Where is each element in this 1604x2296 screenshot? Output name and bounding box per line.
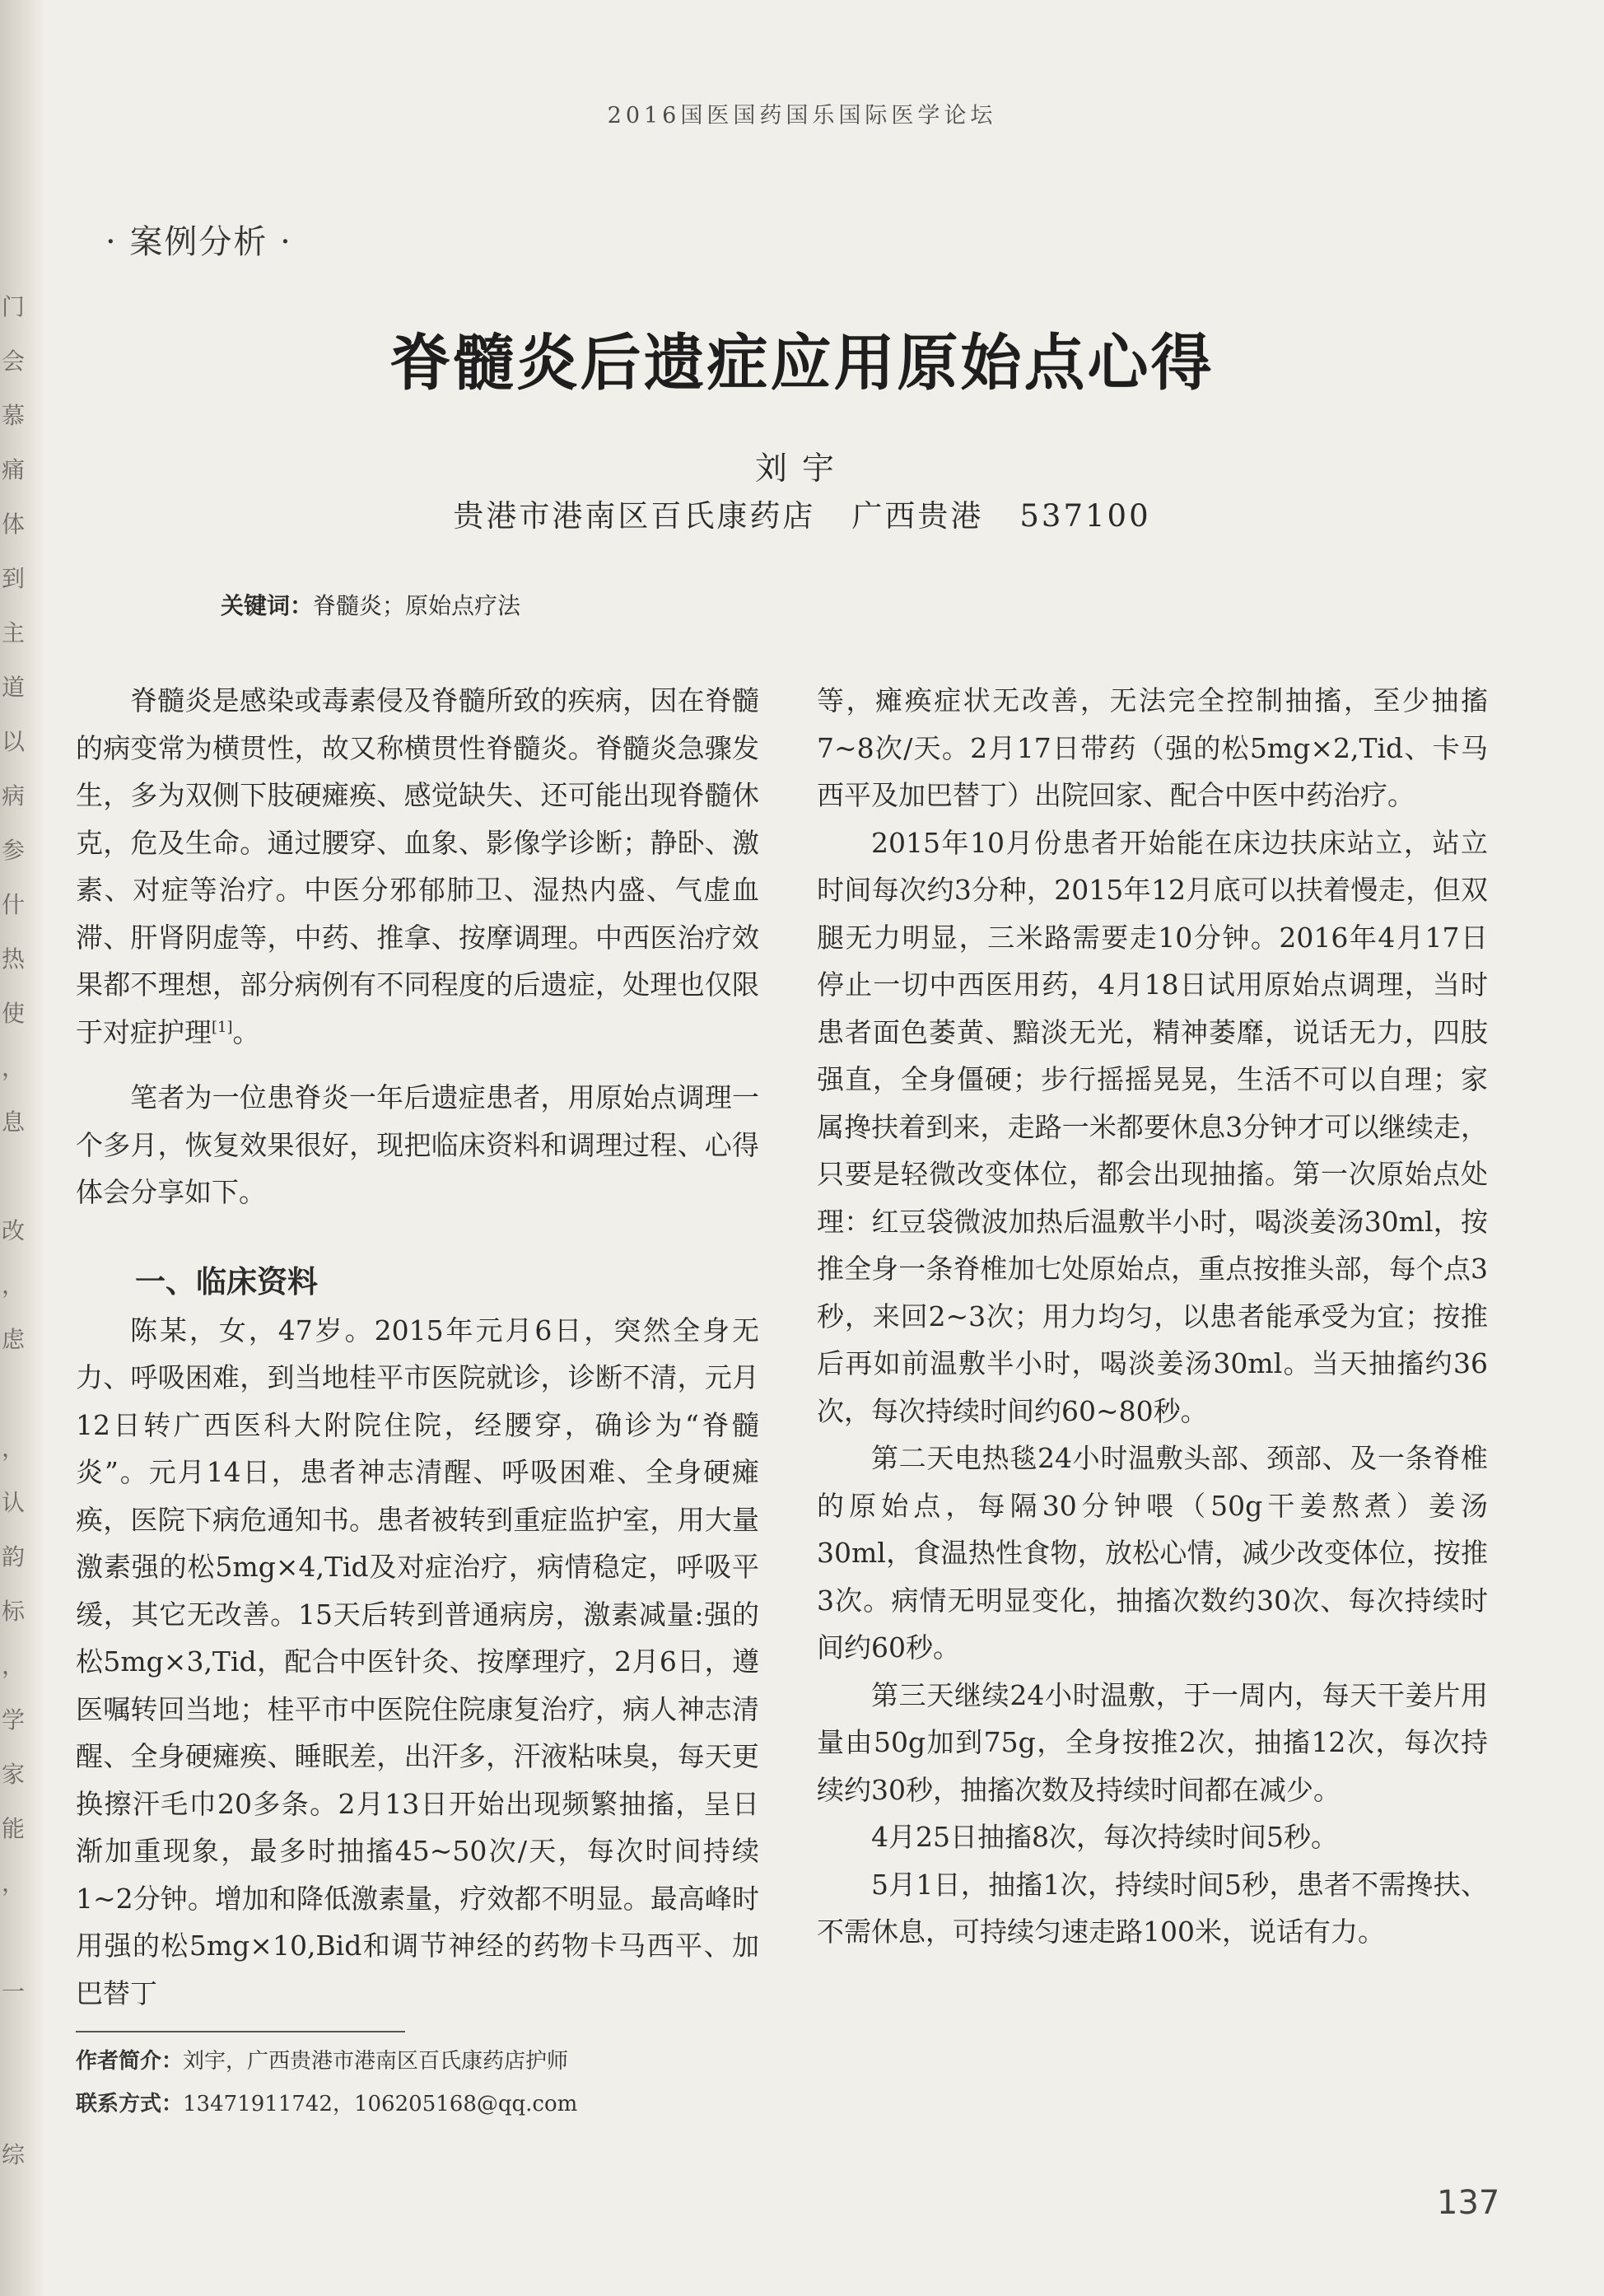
right-column [817,677,1488,1956]
keywords-value: 脊髓炎；原始点疗法 [313,592,521,619]
day-three-paragraph: 第三天继续24小时温敷，于一周内，每天干姜片用量由50g加到75g，全身按推2次，抽搐12次，每次持续约30秒，抽搐次数及持续时间都在减少。 [817,1678,1488,1806]
treatment-paragraph: 2015年10月份患者开始能在床边扶床站立，站立时间每次约3分种，2015年12月底可以扶着慢走，但双腿无力明显，三米路需要走10分钟。2016年4月17日停止一切中西医用药，4月18日试用原始点调理，当时患者面色萎黄、黯淡无光，精神萎靡，说话无力，四肢强直，全身僵硬；步行摇摇晃晃，生活不可以自理；家属搀扶着到来，走路一米都要休息3分钟才可以继续走，只要是轻微改变体位，都会出现抽搐。第一次原始点处理：红豆袋微波加热后温敷半小时，喝淡姜汤30ml，按推全身一条脊椎加七处原始点，重点按推头部，每个点3秒，来回2~3次；用力均匀，以患者能承受为宜；按推后再如前温敷半小时，喝淡姜汤30ml。当天抽搐约36次，每次持续时间约60~80秒。 [817,826,1488,1427]
section-heading-clinical-data: 一、临床资料 [135,1263,318,1300]
citation-ref: [1] [212,1018,233,1036]
april-25-paragraph: 4月25日抽搐8次，每次持续时间5秒。 [871,1821,1338,1853]
intro-paragraph [76,677,759,1056]
bio-text: 刘宇，广西贵港市港南区百氏康药店护师 [183,2049,569,2074]
section-tag: · 案例分析 · [105,223,292,261]
keywords-label: 关键词： [221,592,314,619]
footnote-divider [76,2031,405,2032]
day-two-paragraph: 第二天电热毯24小时温敷头部、颈部、及一条脊椎的原始点，每隔30分钟喂（50g干姜熬煮）姜汤30ml，食温热性食物，放松心情，减少改变体位，按推3次。病情无明显变化，抽搐次数约30次、每次持续时间约60秒。 [817,1442,1488,1664]
keywords [221,588,520,621]
left-column [76,677,759,2017]
intro-end: 。 [232,1015,260,1048]
affiliation-org: 贵港市港南区百氏康药店 [453,498,816,534]
case-paragraph: 陈某，女，47岁。2015年元月6日，突然全身无力、呼吸困难，到当地桂平市医院就诊，诊断不清，元月12日转广西医科大附院住院，经腰穿，确诊为“脊髓炎”。元月14日，患者神志清醒、呼吸困难、全身硬瘫痪，医院下病危通知书。患者被转到重症监护室，用大量激素强的松5mg×4,Tid及对症治疗，病情稳定，呼吸平缓，其它无改善。15天后转到普通病房，激素减量:强的松5mg×3,Tid，配合中医针灸、按摩理疗，2月6日，遵医嘱转回当地；桂平市中医院住院康复治疗，病人神志清醒、全身硬瘫痪、睡眠差，出汗多，汗液粘味臭，每天更换擦汗毛巾20多条。2月13日开始出现频繁抽搐，呈日渐加重现象，最多时抽搐45~50次/天，每次时间持续1~2分钟。增加和降低激素量，疗效都不明显。最高峰时用强的松5mg×10,Bid和调节神经的药物卡马西平、加巴替丁 [76,1314,759,2009]
adjacent-page-text: 门 会 慕 痛 体 到 主 道 以 病 参 什 热 使 ， 息 改 ， 虑 ， 认 韵 标 ， 学 家 能 ， 一 综 [2,293,26,2168]
affiliation-postcode: 537100 [1019,498,1151,534]
may-1-paragraph: 5月1日，抽搐1次，持续时间5秒，患者不需搀扶、不需休息，可持续匀速走路100米，说话有力。 [817,1868,1488,1948]
intro-text: 脊髓炎是感染或毒素侵及脊髓所致的疾病，因在脊髓的病变常为横贯性，故又称横贯性脊髓炎。脊髓炎急骤发生，多为双侧下肢硬瘫痪、感觉缺失、还可能出现脊髓休克，危及生命。通过腰穿、血象、影像学诊断；静卧、激素、对症等治疗。中医分邪郁肺卫、湿热内盛、气虚血滞、肝肾阴虚等，中药、推拿、按摩调理。中西医治疗效果都不理想，部分病例有不同程度的后遗症，处理也仅限于对症护理 [76,684,759,1048]
running-head: 2016国医国药国乐国际医学论坛 [607,103,997,128]
contact-label: 联系方式： [76,2092,184,2116]
page-number: 137 [1437,2184,1500,2222]
purpose-paragraph: 笔者为一位患脊炎一年后遗症患者，用原始点调理一个多月，恢复效果很好，现把临床资料和调理过程、心得体会分享如下。 [76,1081,759,1208]
case-continued-paragraph: 等，瘫痪症状无改善，无法完全控制抽搐，至少抽搐7~8次/天。2月17日带药（强的松5mg×2,Tid、卡马西平及加巴替丁）出院回家、配合中医中药治疗。 [817,684,1488,811]
author-bio-footnote [76,2044,568,2074]
author-affiliation [0,491,1604,535]
affiliation-place: 广西贵港 [851,498,984,534]
author-name: 刘宇 [754,450,849,488]
bio-label: 作者简介： [76,2049,184,2074]
contact-footnote [76,2087,577,2117]
contact-text: 13471911742，106205168@qq.com [183,2092,578,2116]
article-title: 脊髓炎后遗症应用原始点心得 [389,328,1215,399]
